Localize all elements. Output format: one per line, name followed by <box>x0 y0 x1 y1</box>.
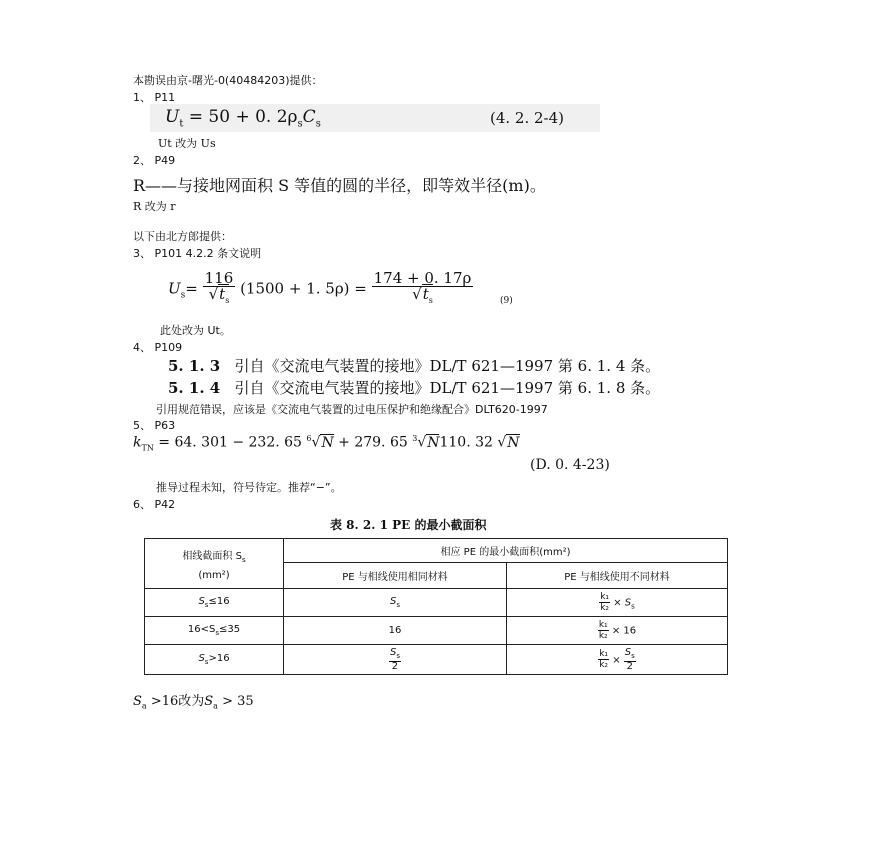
item4-line1-clause: 5. 1. 3 <box>168 357 221 375</box>
row2-cond: ≤35 <box>219 624 241 635</box>
table-header-row <box>145 539 728 563</box>
eq3-fraction-1 <box>203 271 236 308</box>
item5-note: 推导过程未知，符号待定。推荐“−”。 <box>156 481 342 494</box>
row3-c3-s: S <box>624 646 632 658</box>
row3-k2: k₂ <box>599 660 609 670</box>
item6-note <box>133 690 254 711</box>
row3-times: × <box>612 654 621 666</box>
item1-equation <box>165 107 321 129</box>
item1-equation-number: (4. 2. 2-4) <box>490 109 565 127</box>
eq3-frac1-t: t <box>219 285 226 303</box>
row2-c3-value: 16 <box>623 625 637 637</box>
item5-number: 5、 P63 <box>133 419 176 432</box>
eq1-rho-sub: s <box>297 118 303 130</box>
row2-k-fraction <box>598 620 609 641</box>
row1-s-sub: s <box>204 601 209 609</box>
row3-c3-two: 2 <box>626 660 633 672</box>
table-row <box>145 617 728 645</box>
section2-intro: 以下由北方郎提供： <box>133 230 232 243</box>
eq1-c: C <box>302 107 316 127</box>
pe-table <box>144 538 728 675</box>
row2-k2: k₂ <box>598 631 608 641</box>
header-col1-unit: (mm²) <box>198 569 230 581</box>
item3-equation <box>168 271 473 308</box>
item6-number: 6、 P42 <box>133 498 176 511</box>
table-title: 表 8. 2. 1 PE 的最小截面积 <box>330 518 487 532</box>
item5-equation: $k_{TN} = 64$. 301 − 232. 65 $^6$√N + 279. 65 $^3$√N110. 32 √N <box>133 434 520 453</box>
row1-times: × <box>613 597 622 609</box>
item1-note: Ut 改为 Us <box>158 137 216 150</box>
row1-col2 <box>284 589 507 617</box>
row3-col1 <box>145 645 284 675</box>
eq3-u: U <box>168 279 181 298</box>
row2-col3 <box>507 617 728 645</box>
item4-line2 <box>168 377 660 398</box>
row2-k1: k₁ <box>598 620 608 630</box>
eq5-n3: N <box>507 434 520 451</box>
note-mid: >16改为 <box>146 694 205 709</box>
table-row <box>145 589 728 617</box>
eq1-u: U <box>165 107 180 127</box>
row2-s-sub: s <box>215 629 219 637</box>
row2-col2: 16 <box>284 617 507 645</box>
header-col2: 相应 PE 的最小截面积(mm²) <box>284 539 728 563</box>
note-s-a: S <box>133 694 142 709</box>
eq3-frac2-numerator: 174 + 0. 17ρ <box>373 269 472 287</box>
row1-c3-sub: s <box>631 602 635 611</box>
note-s-b: S <box>204 694 214 709</box>
header-col2b: PE 与相线使用不同材料 <box>507 563 728 589</box>
eq1-u-sub: t <box>179 118 184 130</box>
row1-cond: ≤16 <box>208 596 230 607</box>
item4-line1 <box>168 355 660 376</box>
row3-c3-sub: s <box>631 651 635 660</box>
row3-s: S <box>198 653 205 664</box>
note-s-a-sub: a <box>141 701 147 711</box>
row3-c3-s-half <box>624 648 636 672</box>
item5-equation-number: (D. 0. 4-23) <box>530 457 610 473</box>
row1-k1: k₁ <box>600 592 610 602</box>
row1-c2-sub: s <box>396 601 400 609</box>
item4-line2-clause: 5. 1. 4 <box>168 379 221 397</box>
item3-number: 3、 P101 4.2.2 条文说明 <box>133 247 262 260</box>
eq3-equals: = <box>185 279 198 298</box>
row1-k2: k₂ <box>600 603 610 613</box>
item2-note: R 改为 r <box>133 200 176 213</box>
eq1-mid: = 50 + 0. 2ρ <box>183 107 298 127</box>
header-col1-label: 相线截面积 S <box>182 550 242 562</box>
eq3-frac2-denominator: $√t_s$ <box>412 285 433 305</box>
eq3-frac2-t: t <box>422 285 429 303</box>
item2-text: R——与接地网面积 S 等值的圆的半径，即等效半径(m)。 <box>133 176 546 195</box>
eq5-root3: 3 <box>412 434 418 443</box>
item4-line1-text: 引自《交流电气装置的接地》DL/T 621—1997 第 6. 1. 4 条。 <box>234 357 661 375</box>
row2-col1 <box>145 617 284 645</box>
eq3-paren: (1500 + 1. 5ρ) = <box>240 279 367 298</box>
row3-k-fraction <box>598 649 609 670</box>
row2-times: × <box>611 625 621 637</box>
eq5-k: k <box>133 434 142 451</box>
row3-col3 <box>507 645 728 675</box>
row3-s-half <box>389 648 401 672</box>
eq3-frac1-numerator: 116 <box>204 269 234 287</box>
row3-col2 <box>284 645 507 675</box>
eq3-u-sub: s <box>180 290 186 301</box>
item2-number: 2、 P49 <box>133 154 176 167</box>
eq3-fraction-2 <box>372 271 474 308</box>
row3-c2-two: 2 <box>391 660 399 672</box>
item3-equation-number: (9) <box>500 296 513 306</box>
row3-k1: k₁ <box>599 649 609 659</box>
note-end: > 35 <box>217 694 254 709</box>
item1-number: 1、 P11 <box>133 91 176 104</box>
eq5-part-c: 110. 32 <box>439 434 498 451</box>
row1-s: S <box>198 596 205 607</box>
eq3-frac1-denominator: $√t_s$ <box>208 285 230 305</box>
header-col2a: PE 与相线使用相同材料 <box>284 563 507 589</box>
row2-s: 16<S <box>187 624 216 635</box>
row3-c2-sub: s <box>396 651 400 660</box>
row1-k-fraction <box>599 592 610 613</box>
eq3-frac1-t-sub: s <box>225 296 230 305</box>
eq3-frac2-t-sub: s <box>428 296 433 305</box>
item4-line2-text: 引自《交流电气装置的接地》DL/T 621—1997 第 6. 1. 8 条。 <box>234 379 661 397</box>
row1-c3-s: S <box>624 597 632 609</box>
header-col1-sub: s <box>241 555 246 564</box>
eq1-c-sub: s <box>315 118 321 130</box>
item4-note: 引用规范错误，应该是《交流电气装置的过电压保护和绝缘配合》DLT620-1997 <box>156 403 548 416</box>
row3-c2-s: S <box>389 646 397 658</box>
item3-note: 此处改为 Ut。 <box>160 324 231 337</box>
row1-c2-s: S <box>389 596 397 607</box>
intro-text: 本勘误由京-曙光-0(40484203)提供： <box>133 74 323 87</box>
eq5-part-b: + 279. 65 <box>333 434 413 451</box>
header-col1 <box>145 539 284 589</box>
eq5-part-a: = 64. 301 − 232. 65 <box>153 434 307 451</box>
row3-s-sub: s <box>204 658 209 666</box>
eq5-n1: N <box>321 434 334 451</box>
note-s-b-sub: a <box>213 701 218 711</box>
row1-col1 <box>145 589 284 617</box>
row3-cond: >16 <box>208 653 230 664</box>
row1-col3 <box>507 589 728 617</box>
item4-number: 4、 P109 <box>133 341 183 354</box>
table-row <box>145 645 728 675</box>
eq5-k-sub: TN <box>141 443 154 453</box>
eq5-n2: N <box>427 434 440 451</box>
eq5-root6: 6 <box>306 434 312 443</box>
